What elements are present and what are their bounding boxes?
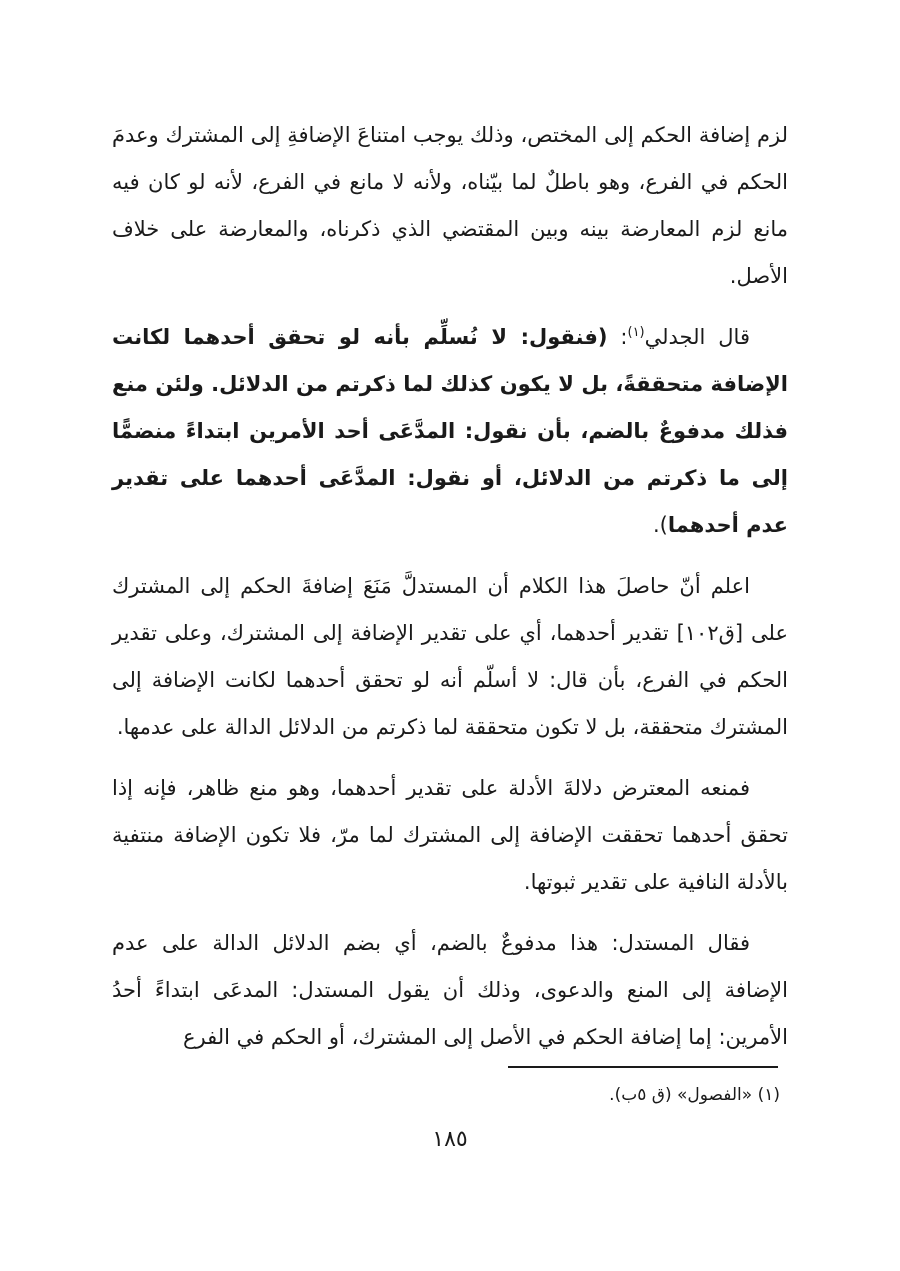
paragraph-2-intro: قال الجدلي [644, 325, 750, 349]
paragraph-2-end: ). [652, 513, 668, 537]
paragraph-1: لزم إضافة الحكم إلى المختص، وذلك يوجب امتناعَ الإضافةِ إلى المشترك وعدمَ الحكم في الفرع، وهو باطلٌ لما بيّناه، ولأنه لا مانع في الفرع، لأنه لو كان فيه مانع لزم المعارضة بينه وبين المقتضي الذي ذكرناه، والمعارضة على خلاف الأصل. [112, 123, 788, 288]
main-text [112, 112, 788, 1075]
paragraph-3: اعلم أنّ حاصلَ هذا الكلام أن المستدلَّ مَنَعَ إضافةَ الحكم إلى المشترك على [ق١٠٢] تقدير أحدهما، أي على تقدير الإضافة إلى المشترك، وعلى تقدير الحكم في الفرع، بأن قال: لا أسلّم أنه لو تحقق أحدهما لكانت الإضافة إلى المشترك متحققة، بل لا تكون متحققة لما ذكرتم من الدلائل الدالة على عدمها. [112, 574, 788, 739]
footnote-reference: (١) [627, 325, 645, 340]
page-number: ١٨٥ [432, 1127, 468, 1152]
paragraph-5: فقال المستدل: هذا مدفوعٌ بالضم، أي بضم الدلائل الدالة على عدم الإضافة إلى المنع والدعوى، وذلك أن يقول المستدل: المدعَى ابتداءً أحدُ الأمرين: إما إضافة الحكم في الأصل إلى المشترك، أو الحكم في الفرع [112, 931, 788, 1049]
paragraph-2-quote: (فنقول: لا نُسلِّم بأنه لو تحقق أحدهما لكانت الإضافة متحققةً، بل لا يكون كذلك لما ذكرتم من الدلائل. ولئن منع فذلك مدفوعٌ بالضم، بأن نقول: المدَّعَى أحد الأمرين ابتداءً منضمًّا إلى ما ذكرتم من الدلائل، أو نقول: المدَّعَى أحدهما على تقدير عدم أحدهما [112, 325, 788, 537]
footnote-divider [508, 1066, 778, 1068]
paragraph-2 [112, 314, 788, 549]
footnote: (١) «الفصول» (ق ٥ب). [609, 1085, 780, 1105]
paragraph-4: فمنعه المعترض دلالةَ الأدلة على تقدير أحدهما، وهو منع ظاهر، فإنه إذا تحقق أحدهما تحققت الإضافة إلى المشترك لما مرّ، فلا تكون الإضافة منتفية بالأدلة النافية على تقدير ثبوتها. [112, 776, 788, 894]
paragraph-2-colon: : [607, 325, 628, 349]
